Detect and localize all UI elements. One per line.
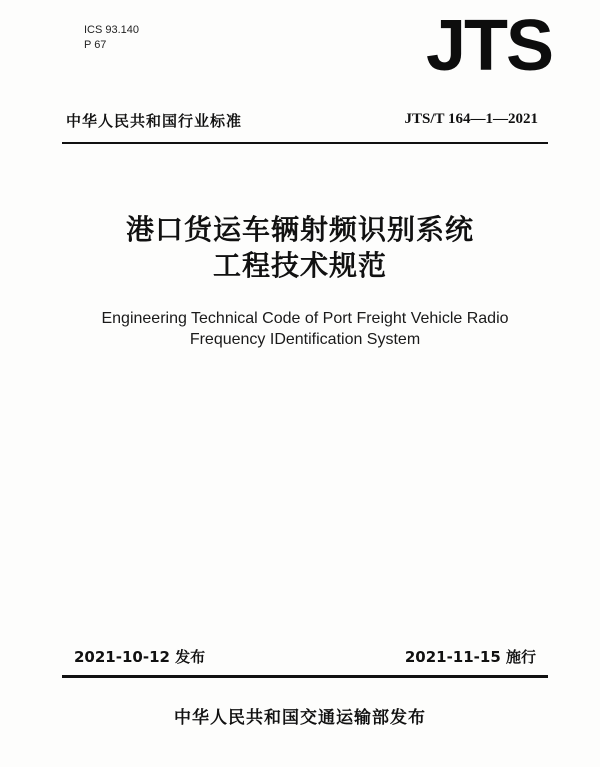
publisher: 中华人民共和国交通运输部发布: [174, 708, 426, 728]
standard-category: 中华人民共和国行业标准: [66, 112, 243, 130]
standard-number: JTS/T 164—1—2021: [404, 111, 538, 127]
ccs-code: P 67: [84, 39, 107, 51]
title-en-line-1: Engineering Technical Code of Port Freight Vehicle Radio: [101, 310, 509, 327]
title-chinese: [0, 212, 600, 284]
footer-divider: [62, 675, 548, 678]
implementation-date: 2021-11-15 施行: [404, 648, 536, 666]
title-en-line-2: Frequency IDentification System: [189, 331, 421, 348]
jts-logo: JTS: [425, 6, 552, 86]
title-english: [0, 308, 600, 350]
title-cn-line-2: 工程技术规范: [212, 249, 387, 282]
title-cn-line-1: 港口货运车辆射频识别系统: [125, 213, 474, 246]
header-divider: [62, 142, 548, 144]
ics-code: ICS 93.140: [84, 24, 140, 36]
issue-date: 2021-10-12 发布: [74, 648, 206, 666]
classification-codes: [84, 23, 139, 53]
